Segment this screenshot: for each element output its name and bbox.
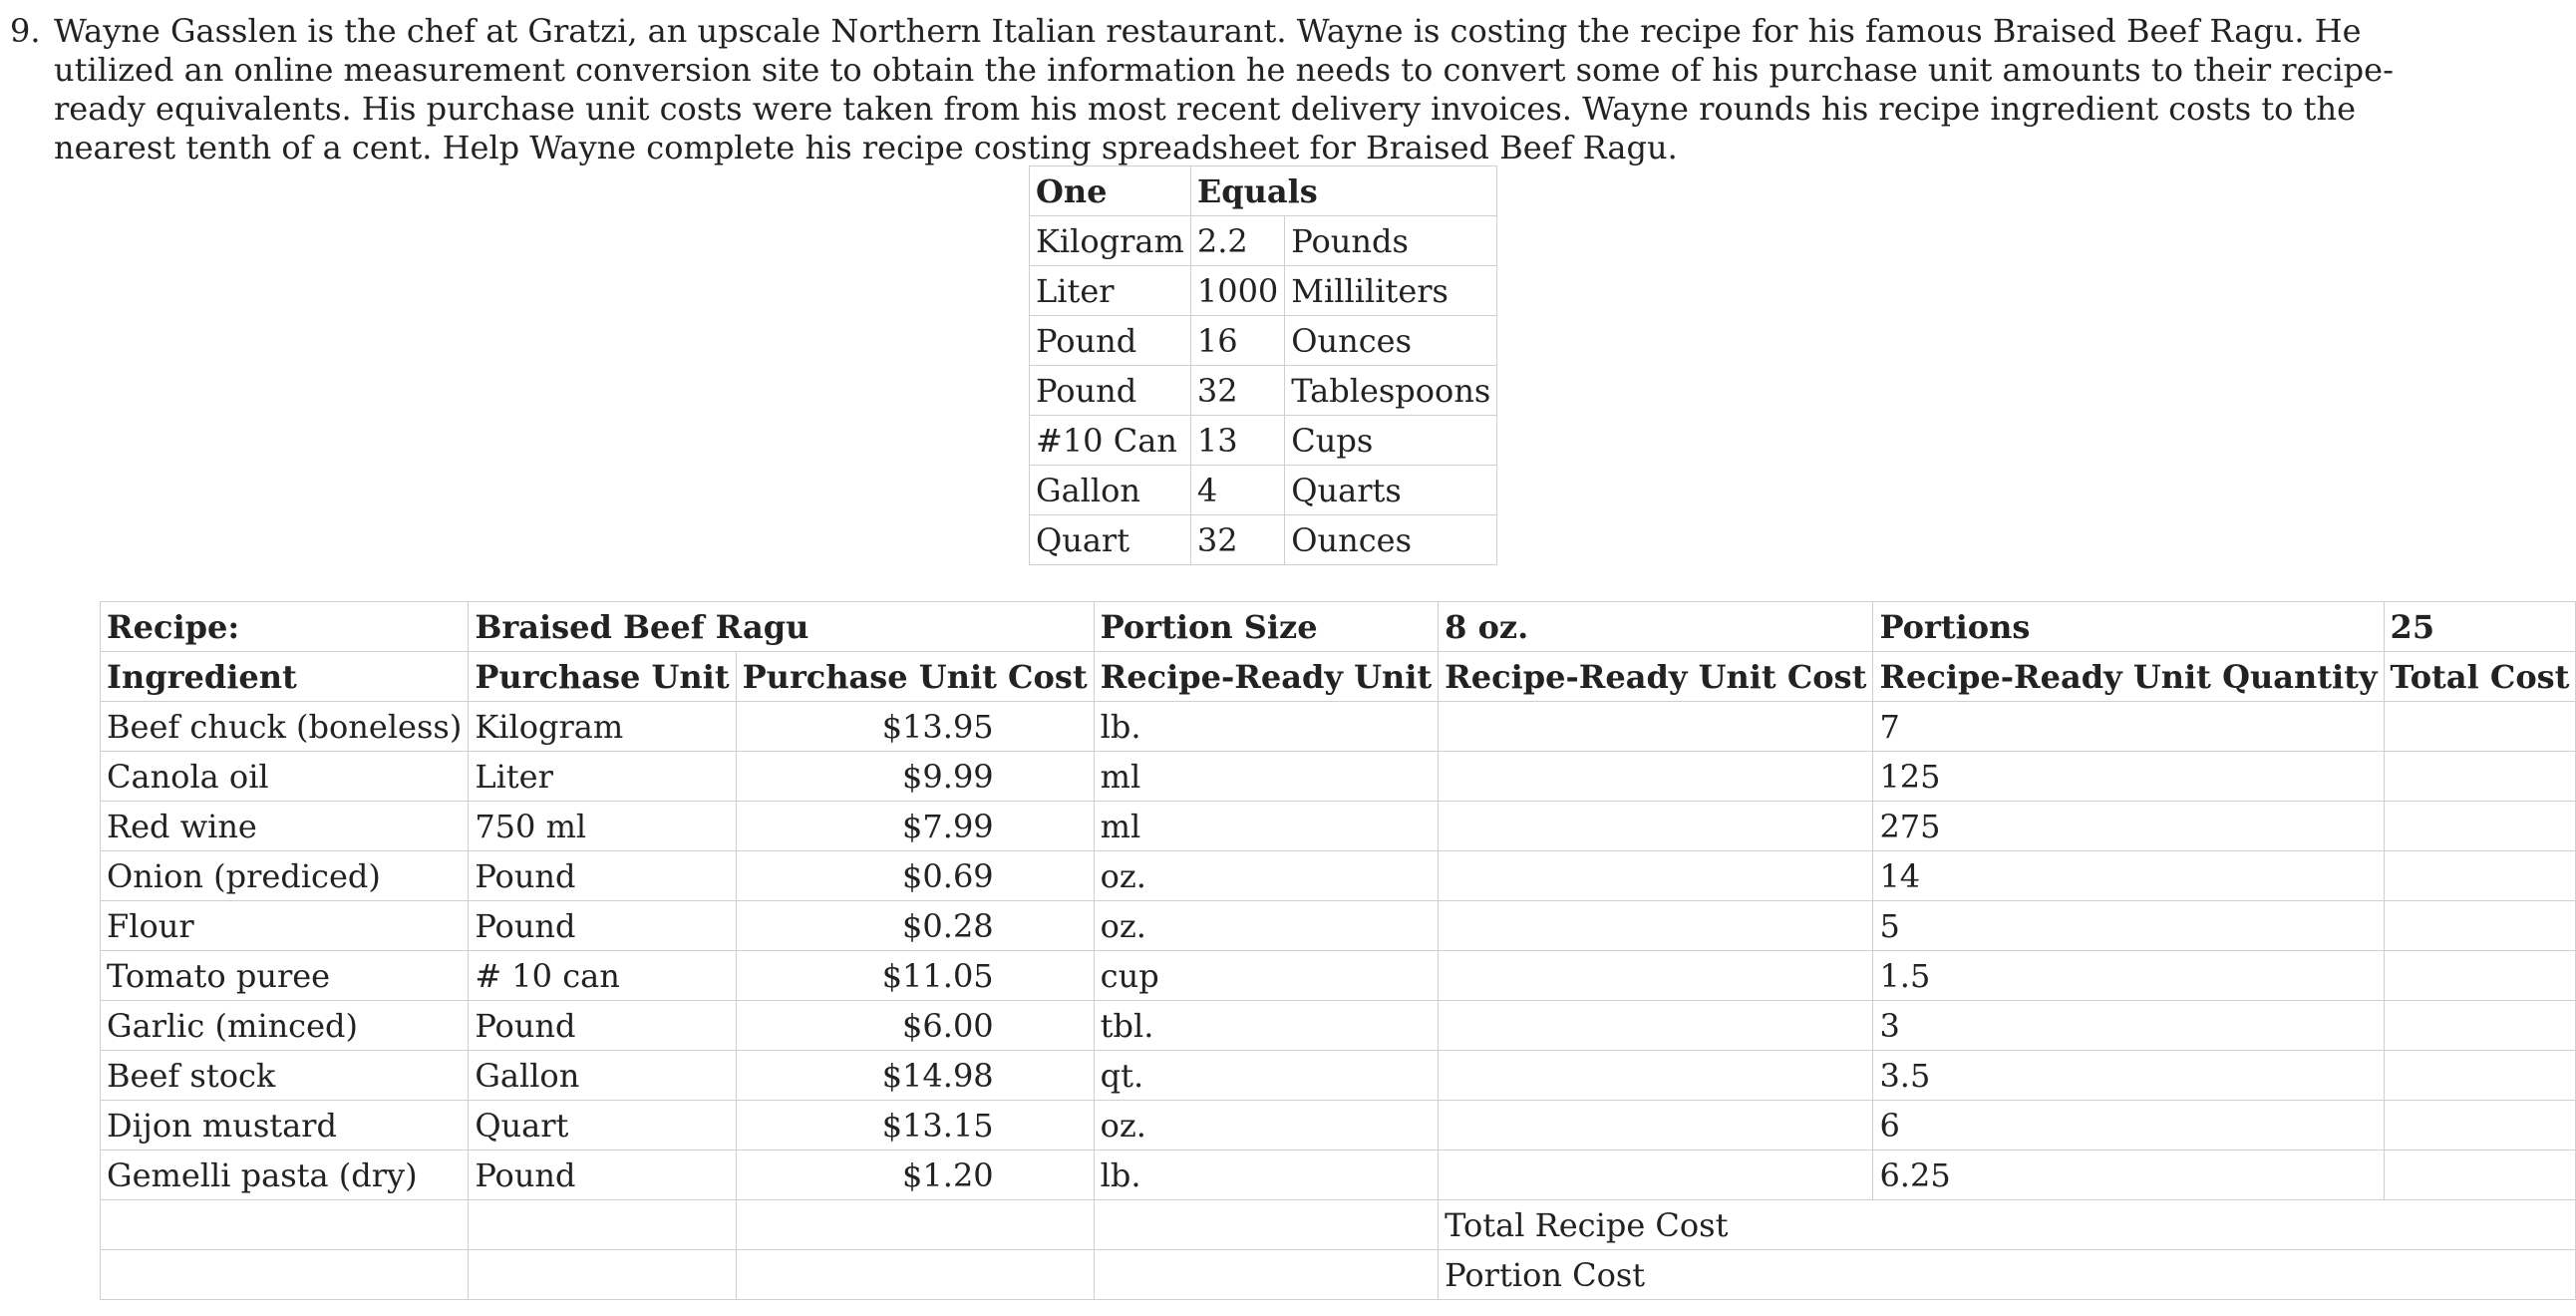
purchase-unit: Liter bbox=[469, 752, 736, 802]
total-cost-cell[interactable] bbox=[2384, 1051, 2576, 1101]
ingredient-name: Dijon mustard bbox=[101, 1101, 469, 1151]
ingredient-name: Beef stock bbox=[101, 1051, 469, 1101]
blank-cell bbox=[101, 1200, 469, 1250]
recipe-ready-unit: oz. bbox=[1094, 901, 1439, 951]
conversion-factor: 32 bbox=[1190, 366, 1284, 416]
total-cost-cell[interactable] bbox=[2384, 951, 2576, 1001]
blank-cell bbox=[1094, 1200, 1439, 1250]
conversion-target: Cups bbox=[1285, 416, 1497, 466]
total-cost-cell[interactable] bbox=[2384, 752, 2576, 802]
portions-value: 25 bbox=[2384, 602, 2576, 652]
problem-text: Wayne Gasslen is the chef at Gratzi, an upscale Northern Italian restaurant. Wayne is costing the recipe for his famous Braised Beef Ragu. He utilized an online measurement conversion site to obtain the information he needs to convert some of his purchase unit amounts to their recipe-ready equivalents. His purchase unit costs were taken from his most recent delivery invoices. Wayne rounds his recipe ingredient costs to the nearest tenth of a cent. Help Wayne complete his recipe costing spreadsheet for Braised Beef Ragu. bbox=[54, 12, 2394, 166]
purchase-unit-cost: $9.99 bbox=[736, 752, 1094, 802]
ingredient-row bbox=[101, 702, 2576, 752]
ingredient-name: Red wine bbox=[101, 802, 469, 851]
header-total-cost: Total Cost bbox=[2384, 652, 2576, 702]
problem-statement bbox=[10, 12, 2502, 167]
ingredient-row bbox=[101, 1001, 2576, 1051]
recipe-ready-unit: cup bbox=[1094, 951, 1439, 1001]
ingredient-name: Onion (prediced) bbox=[101, 851, 469, 901]
ingredient-name: Beef chuck (boneless) bbox=[101, 702, 469, 752]
conversion-factor: 1000 bbox=[1190, 266, 1284, 316]
recipe-ready-unit-cost-cell[interactable] bbox=[1439, 851, 1873, 901]
header-recipe-ready-unit-quantity: Recipe-Ready Unit Quantity bbox=[1873, 652, 2384, 702]
header-ingredient: Ingredient bbox=[101, 652, 469, 702]
blank-cell bbox=[736, 1250, 1094, 1300]
recipe-ready-unit-quantity: 7 bbox=[1873, 702, 2384, 752]
ingredient-row bbox=[101, 1051, 2576, 1101]
purchase-unit-cost: $14.98 bbox=[736, 1051, 1094, 1101]
header-recipe-ready-unit-cost: Recipe-Ready Unit Cost bbox=[1439, 652, 1873, 702]
purchase-unit: Pound bbox=[469, 901, 736, 951]
conversion-factor: 4 bbox=[1190, 466, 1284, 515]
blank-cell bbox=[1094, 1250, 1439, 1300]
ingredient-row bbox=[101, 1151, 2576, 1200]
recipe-ready-unit-quantity: 275 bbox=[1873, 802, 2384, 851]
total-recipe-cost-row bbox=[101, 1200, 2576, 1250]
total-cost-cell[interactable] bbox=[2384, 1001, 2576, 1051]
total-cost-cell[interactable] bbox=[2384, 702, 2576, 752]
recipe-ready-unit-quantity: 125 bbox=[1873, 752, 2384, 802]
conversion-header-equals: Equals bbox=[1190, 166, 1497, 216]
recipe-ready-unit: lb. bbox=[1094, 1151, 1439, 1200]
conversion-unit: Pound bbox=[1030, 366, 1191, 416]
recipe-ready-unit-cost-cell[interactable] bbox=[1439, 1051, 1873, 1101]
recipe-ready-unit: oz. bbox=[1094, 851, 1439, 901]
purchase-unit-cost: $1.20 bbox=[736, 1151, 1094, 1200]
conversion-target: Quarts bbox=[1285, 466, 1497, 515]
recipe-ready-unit-quantity: 14 bbox=[1873, 851, 2384, 901]
problem-number: 9. bbox=[10, 12, 41, 50]
recipe-ready-unit-quantity: 6.25 bbox=[1873, 1151, 2384, 1200]
conversion-header-row bbox=[1030, 166, 1497, 216]
conversion-row bbox=[1030, 466, 1497, 515]
recipe-label: Recipe: bbox=[101, 602, 469, 652]
purchase-unit-cost: $0.69 bbox=[736, 851, 1094, 901]
recipe-ready-unit-cost-cell[interactable] bbox=[1439, 752, 1873, 802]
conversion-factor: 32 bbox=[1190, 515, 1284, 565]
recipe-info-row bbox=[101, 602, 2576, 652]
conversion-row bbox=[1030, 316, 1497, 366]
recipe-ready-unit-cost-cell[interactable] bbox=[1439, 802, 1873, 851]
recipe-ready-unit-quantity: 6 bbox=[1873, 1101, 2384, 1151]
recipe-name: Braised Beef Ragu bbox=[469, 602, 1094, 652]
recipe-ready-unit: ml bbox=[1094, 752, 1439, 802]
portion-size-label: Portion Size bbox=[1094, 602, 1439, 652]
portion-cost-row bbox=[101, 1250, 2576, 1300]
purchase-unit: Quart bbox=[469, 1101, 736, 1151]
ingredient-name: Tomato puree bbox=[101, 951, 469, 1001]
purchase-unit: Pound bbox=[469, 1151, 736, 1200]
recipe-ready-unit: ml bbox=[1094, 802, 1439, 851]
purchase-unit: 750 ml bbox=[469, 802, 736, 851]
blank-cell bbox=[736, 1200, 1094, 1250]
conversion-factor: 2.2 bbox=[1190, 216, 1284, 266]
total-cost-cell[interactable] bbox=[2384, 1101, 2576, 1151]
purchase-unit-cost: $0.28 bbox=[736, 901, 1094, 951]
recipe-ready-unit-cost-cell[interactable] bbox=[1439, 1151, 1873, 1200]
recipe-ready-unit-cost-cell[interactable] bbox=[1439, 1101, 1873, 1151]
conversion-row bbox=[1030, 266, 1497, 316]
ingredient-name: Canola oil bbox=[101, 752, 469, 802]
purchase-unit: Pound bbox=[469, 1001, 736, 1051]
conversion-unit: Gallon bbox=[1030, 466, 1191, 515]
conversion-table bbox=[1029, 165, 1497, 565]
conversion-row bbox=[1030, 216, 1497, 266]
purchase-unit-cost: $13.15 bbox=[736, 1101, 1094, 1151]
portion-size-value: 8 oz. bbox=[1439, 602, 1873, 652]
conversion-unit: Kilogram bbox=[1030, 216, 1191, 266]
total-recipe-cost-label: Total Recipe Cost bbox=[1439, 1200, 2576, 1250]
ingredient-name: Garlic (minced) bbox=[101, 1001, 469, 1051]
conversion-row bbox=[1030, 515, 1497, 565]
conversion-header-one: One bbox=[1030, 166, 1191, 216]
purchase-unit-cost: $11.05 bbox=[736, 951, 1094, 1001]
conversion-unit: Pound bbox=[1030, 316, 1191, 366]
recipe-ready-unit-cost-cell[interactable] bbox=[1439, 1001, 1873, 1051]
portions-label: Portions bbox=[1873, 602, 2384, 652]
ingredient-row bbox=[101, 802, 2576, 851]
total-cost-cell[interactable] bbox=[2384, 1151, 2576, 1200]
recipe-ready-unit-quantity: 3.5 bbox=[1873, 1051, 2384, 1101]
header-purchase-unit: Purchase Unit bbox=[469, 652, 736, 702]
recipe-ready-unit-quantity: 5 bbox=[1873, 901, 2384, 951]
purchase-unit-cost: $6.00 bbox=[736, 1001, 1094, 1051]
conversion-unit: Quart bbox=[1030, 515, 1191, 565]
conversion-target: Ounces bbox=[1285, 316, 1497, 366]
recipe-header-row bbox=[101, 652, 2576, 702]
recipe-ready-unit-cost-cell[interactable] bbox=[1439, 951, 1873, 1001]
conversion-unit: Liter bbox=[1030, 266, 1191, 316]
blank-cell bbox=[101, 1250, 469, 1300]
purchase-unit-cost: $13.95 bbox=[736, 702, 1094, 752]
header-recipe-ready-unit: Recipe-Ready Unit bbox=[1094, 652, 1439, 702]
recipe-ready-unit-cost-cell[interactable] bbox=[1439, 702, 1873, 752]
ingredient-name: Flour bbox=[101, 901, 469, 951]
conversion-row bbox=[1030, 366, 1497, 416]
ingredient-row bbox=[101, 851, 2576, 901]
ingredient-row bbox=[101, 951, 2576, 1001]
purchase-unit-cost: $7.99 bbox=[736, 802, 1094, 851]
conversion-target: Milliliters bbox=[1285, 266, 1497, 316]
portion-cost-label: Portion Cost bbox=[1439, 1250, 2576, 1300]
total-cost-cell[interactable] bbox=[2384, 901, 2576, 951]
ingredient-row bbox=[101, 752, 2576, 802]
recipe-ready-unit-quantity: 3 bbox=[1873, 1001, 2384, 1051]
recipe-ready-unit: tbl. bbox=[1094, 1001, 1439, 1051]
recipe-ready-unit-cost-cell[interactable] bbox=[1439, 901, 1873, 951]
recipe-ready-unit: oz. bbox=[1094, 1101, 1439, 1151]
recipe-ready-unit: qt. bbox=[1094, 1051, 1439, 1101]
purchase-unit: Gallon bbox=[469, 1051, 736, 1101]
ingredient-row bbox=[101, 901, 2576, 951]
ingredient-name: Gemelli pasta (dry) bbox=[101, 1151, 469, 1200]
conversion-row bbox=[1030, 416, 1497, 466]
conversion-target: Tablespoons bbox=[1285, 366, 1497, 416]
recipe-costing-table bbox=[100, 601, 2576, 1300]
blank-cell bbox=[469, 1200, 736, 1250]
conversion-factor: 13 bbox=[1190, 416, 1284, 466]
conversion-target: Ounces bbox=[1285, 515, 1497, 565]
header-purchase-unit-cost: Purchase Unit Cost bbox=[736, 652, 1094, 702]
purchase-unit: # 10 can bbox=[469, 951, 736, 1001]
total-cost-cell[interactable] bbox=[2384, 802, 2576, 851]
conversion-target: Pounds bbox=[1285, 216, 1497, 266]
purchase-unit: Pound bbox=[469, 851, 736, 901]
conversion-unit: #10 Can bbox=[1030, 416, 1191, 466]
recipe-ready-unit-quantity: 1.5 bbox=[1873, 951, 2384, 1001]
blank-cell bbox=[469, 1250, 736, 1300]
purchase-unit: Kilogram bbox=[469, 702, 736, 752]
recipe-ready-unit: lb. bbox=[1094, 702, 1439, 752]
conversion-factor: 16 bbox=[1190, 316, 1284, 366]
ingredient-row bbox=[101, 1101, 2576, 1151]
total-cost-cell[interactable] bbox=[2384, 851, 2576, 901]
